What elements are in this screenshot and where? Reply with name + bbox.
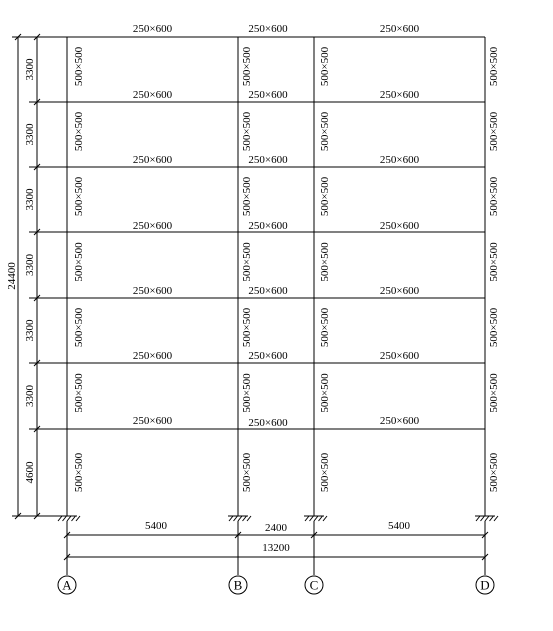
support-hatch bbox=[476, 516, 480, 521]
column-label: 500×500 bbox=[319, 373, 331, 413]
column-label: 500×500 bbox=[319, 46, 331, 87]
beam-label: 250×600 bbox=[132, 350, 173, 362]
column-label: 500×500 bbox=[241, 452, 253, 493]
axis-label: A bbox=[62, 577, 72, 593]
column-label: 500×500 bbox=[73, 452, 85, 493]
total-width-label: 13200 bbox=[262, 542, 290, 554]
support-hatch bbox=[314, 516, 318, 521]
bay-width-label: 5400 bbox=[145, 520, 167, 532]
support-hatch bbox=[238, 516, 242, 521]
axis-label: D bbox=[480, 577, 490, 593]
axis-label: C bbox=[309, 577, 319, 593]
beam-label: 250×600 bbox=[248, 350, 288, 362]
beam-label: 250×600 bbox=[132, 154, 173, 166]
column-label: 500×500 bbox=[488, 373, 500, 413]
support-hatch bbox=[58, 516, 62, 521]
bay-width-label: 2400 bbox=[265, 522, 287, 534]
support-hatch bbox=[247, 516, 251, 521]
beam-label: 250×600 bbox=[132, 220, 173, 232]
column-label: 500×500 bbox=[73, 111, 85, 152]
bay-width-label: 5400 bbox=[388, 520, 410, 532]
column-label: 500×500 bbox=[241, 307, 253, 348]
beam-label: 250×600 bbox=[379, 23, 420, 35]
column-label: 500×500 bbox=[488, 176, 500, 217]
column-label: 500×500 bbox=[319, 111, 331, 152]
story-height-label: 3300 bbox=[24, 254, 36, 276]
column-label: 500×500 bbox=[488, 46, 500, 87]
support-hatch bbox=[67, 516, 71, 521]
axis-label: B bbox=[233, 577, 243, 593]
column-label: 500×500 bbox=[73, 373, 85, 413]
beam-label: 250×600 bbox=[379, 89, 420, 101]
column-label: 500×500 bbox=[488, 242, 500, 282]
beam-label: 250×600 bbox=[132, 23, 173, 35]
support-hatch bbox=[243, 516, 247, 521]
story-height-label: 3300 bbox=[24, 58, 36, 81]
beam-label: 250×600 bbox=[248, 154, 288, 166]
support-hatch bbox=[76, 516, 80, 521]
column-label: 500×500 bbox=[488, 452, 500, 493]
support-hatch bbox=[323, 516, 327, 521]
story-height-label: 3300 bbox=[24, 188, 36, 211]
column-label: 500×500 bbox=[319, 176, 331, 217]
story-height-label: 4600 bbox=[24, 461, 36, 484]
beam-label: 250×600 bbox=[132, 285, 173, 297]
beam-label: 250×600 bbox=[379, 285, 420, 297]
column-label: 500×500 bbox=[241, 242, 253, 282]
beam-label: 250×600 bbox=[379, 350, 420, 362]
column-label: 500×500 bbox=[73, 307, 85, 348]
beam-label: 250×600 bbox=[248, 89, 288, 101]
column-label: 500×500 bbox=[319, 452, 331, 493]
support-hatch bbox=[229, 516, 233, 521]
beam-label: 250×600 bbox=[379, 415, 420, 427]
beam-label: 250×600 bbox=[248, 220, 288, 232]
column-label: 500×500 bbox=[241, 176, 253, 217]
column-label: 500×500 bbox=[488, 111, 500, 152]
beam-label: 250×600 bbox=[248, 417, 288, 429]
support-hatch bbox=[319, 516, 323, 521]
column-label: 500×500 bbox=[73, 176, 85, 217]
beam-label: 250×600 bbox=[132, 415, 173, 427]
support-hatch bbox=[72, 516, 76, 521]
column-label: 500×500 bbox=[241, 373, 253, 413]
support-hatch bbox=[485, 516, 489, 521]
beam-label: 250×600 bbox=[248, 285, 288, 297]
column-label: 500×500 bbox=[241, 111, 253, 152]
story-height-label: 3300 bbox=[24, 123, 36, 146]
support-hatch bbox=[490, 516, 494, 521]
column-label: 500×500 bbox=[319, 307, 331, 348]
beam-label: 250×600 bbox=[379, 154, 420, 166]
beam-label: 250×600 bbox=[379, 220, 420, 232]
support-hatch bbox=[310, 516, 314, 521]
total-height-label: 24400 bbox=[6, 262, 18, 290]
support-hatch bbox=[234, 516, 238, 521]
support-hatch bbox=[305, 516, 309, 521]
column-label: 500×500 bbox=[73, 242, 85, 282]
beam-label: 250×600 bbox=[132, 89, 173, 101]
column-label: 500×500 bbox=[241, 46, 253, 87]
beam-label: 250×600 bbox=[248, 23, 288, 35]
support-hatch bbox=[494, 516, 498, 521]
column-label: 500×500 bbox=[73, 46, 85, 87]
column-label: 500×500 bbox=[319, 242, 331, 282]
support-hatch bbox=[481, 516, 485, 521]
support-hatch bbox=[63, 516, 67, 521]
story-height-label: 3300 bbox=[24, 385, 36, 407]
column-label: 500×500 bbox=[488, 307, 500, 348]
story-height-label: 3300 bbox=[24, 319, 36, 342]
